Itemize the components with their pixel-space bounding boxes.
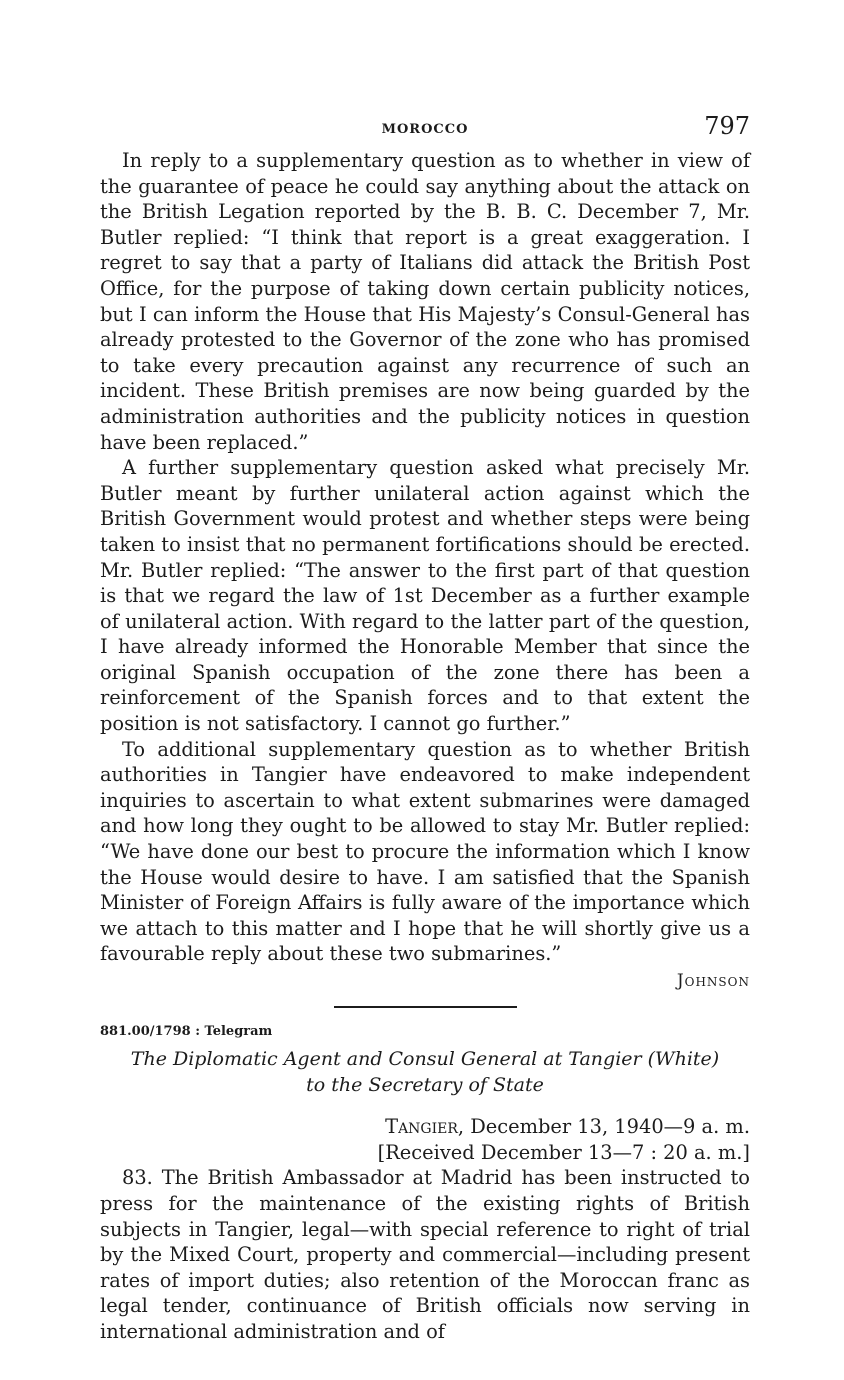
running-head: MOROCCO bbox=[381, 122, 469, 137]
dateline-place: Tangier, bbox=[385, 1115, 465, 1139]
page-header bbox=[100, 112, 750, 148]
dateline-date: December 13, 1940—9 a. m. bbox=[464, 1115, 750, 1139]
signature: Johnson bbox=[676, 971, 750, 991]
document-page bbox=[100, 112, 750, 1345]
paragraph-3: To additional supplementary question as to whether British authorities in Tangier have endeavored to make independent inquiries to ascertain to what extent submarines were damaged and how long they ought to be allowed to stay Mr. Butler replied: “We have done our best to procure the information which I know the House would desire to have. I am satisfied that the Spanish Minister of Foreign Affairs is fully aware of the importance which we attach to this matter and I hope that he will shortly give us a favourable reply about these two submarines.” bbox=[100, 737, 750, 966]
paragraph-1: In reply to a supplementary question as to whether in view of the guarantee of peace he could say anything about the attack on the British Legation reported by the B. B. C. December 7, Mr. Butler replied: “I think that report is a great exaggeration. I regret to say that a party of Italians did attack the British Post Office, for the purpose of taking down certain publicity notices, but I can inform the House that His Majesty’s Consul-General has already protested to the Governor of the zone who has promised to take every precaution against any recurrence of such an incident. These British premises are now being guarded by the administration authorities and the publicity notices in question have been replaced.” bbox=[100, 149, 750, 454]
file-reference: 881.00/1798 : Telegram bbox=[100, 1024, 273, 1039]
received-line: [Received December 13—7 : 20 a. m.] bbox=[377, 1140, 750, 1164]
section-divider bbox=[334, 1006, 517, 1008]
paragraph-2: A further supplementary question asked what precisely Mr. Butler meant by further unilateral action against which the British Government would protest and whether steps were being taken to insist that no permanent fortifications should be erected. Mr. Butler replied: “The answer to the first part of that question is that we regard the law of 1st December as a further example of unilateral action. With regard to the latter part of the question, I have already informed the Honorable Member that since the original Spanish occupation of the zone there has been a reinforcement of the Spanish forces and to that extent the position is not satisfactory. I cannot go further.” bbox=[100, 456, 750, 736]
document-title bbox=[100, 1047, 750, 1098]
dateline-block bbox=[100, 1114, 750, 1165]
document-title-line-2: to the Secretary of State bbox=[306, 1073, 544, 1096]
telegram-body: 83. The British Ambassador at Madrid has been instructed to press for the maintenance of the existing rights of British subjects in Tangier, legal—with special reference to right of trial by the Mixed Court, property and commercial—including present rates of import duties; also retention of the Moroccan franc as legal tender, continuance of British officials now serving in international administration and of bbox=[100, 1166, 750, 1343]
document-title-line-1: The Diplomatic Agent and Consul General at Tangier (White) bbox=[130, 1048, 720, 1070]
page-number: 797 bbox=[704, 112, 750, 140]
dateline bbox=[100, 1114, 750, 1140]
